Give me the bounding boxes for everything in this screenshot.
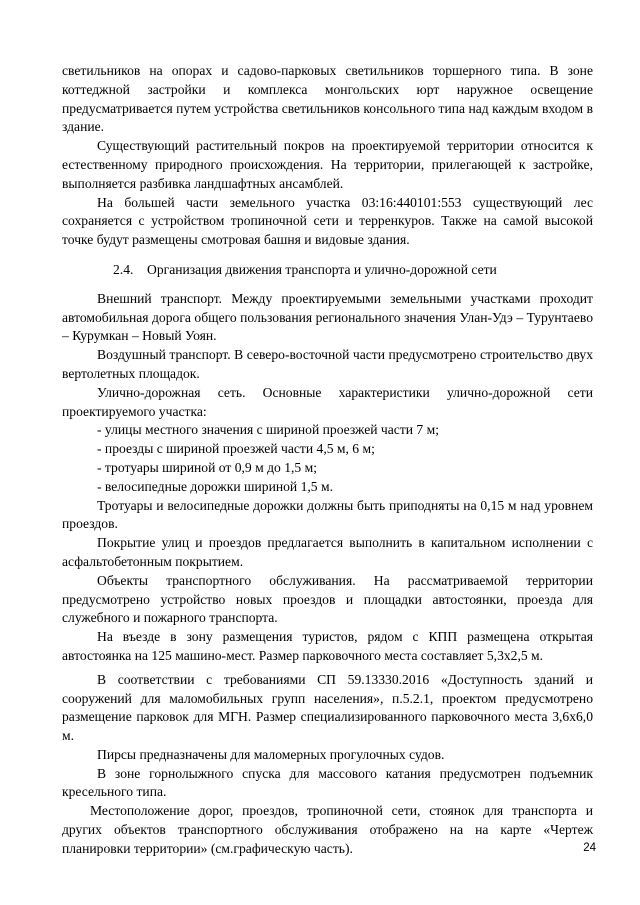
paragraph-map-reference: Местоположение дорог, проездов, тропиночной сети, стоянок для транспорта и других объектов транспортного обслуживания отображено на на карте «Чертеж планировки территории» (см.графическую часть). bbox=[62, 803, 593, 856]
paragraph-transport-service: Объекты транспортного обслуживания. На рассматриваемой территории предусмотрено устройство новых проездов и площадки автостоянки, проезда для служебного и пожарного транспорта. bbox=[62, 572, 593, 626]
paragraph-piers: Пирсы предназначены для маломерных прогулочных судов. bbox=[97, 746, 445, 762]
section-title: Организация движения транспорта и улично-дорожной сети bbox=[147, 261, 497, 277]
section-heading bbox=[62, 261, 593, 280]
paragraph-external-transport: Внешний транспорт. Между проектируемыми земельными участками проходит автомобильная дорога общего пользования регионального значения Улан-Удэ – Турунтаево – Курумкан – Новый Уоян. bbox=[62, 290, 593, 344]
document-body bbox=[62, 62, 593, 859]
paragraph-vegetation: Существующий растительный покров на проектируемой территории относится к естественному природного происхождения. На территории, прилегающей к застройке, выполняется разбивка ландшафтных ансамблей. bbox=[62, 138, 593, 191]
list-item: - проезды с шириной проезжей части 4,5 м, 6 м; bbox=[97, 441, 375, 457]
paragraph-lighting: светильников на опорах и садово-парковых светильников торшерного типа. В зоне коттеджной застройки и комплекса монгольских юрт наружное освещение предусматривается путем устройства светильников консольного типа над каждым входом в здание. bbox=[62, 63, 593, 135]
list-item: - тротуары шириной от 0,9 м до 1,5 м; bbox=[97, 459, 317, 475]
paragraph-sidewalks: Тротуары и велосипедные дорожки должны быть приподняты на 0,15 м над уровнем проездов. bbox=[62, 497, 593, 532]
paragraph-accessibility: В соответствии с требованиями СП 59.13330.2016 «Доступность зданий и сооружений для маломобильных групп населения», п.5.2.1, проектом предусмотрено размещение парковок для МГН. Размер специализированного парковочного места 3,6х6,0 м. bbox=[62, 671, 593, 744]
paragraph-pavement: Покрытие улиц и проездов предлагается выполнить в капитальном исполнении с асфальтобетонным покрытием. bbox=[62, 535, 593, 569]
section-number: 2.4. bbox=[113, 261, 134, 277]
paragraph-parking: На въезде в зону размещения туристов, рядом с КПП размещена открытая автостоянка на 125 машино-мест. Размер парковочного места составляет 5,3х2,5 м. bbox=[62, 629, 593, 663]
list-item: - велосипедные дорожки шириной 1,5 м. bbox=[97, 478, 333, 494]
paragraph-air-transport: Воздушный транспорт. В северо-восточной части предусмотрено строительство двух вертолетных площадок. bbox=[62, 347, 593, 381]
paragraph-ski-lift: В зоне горнолыжного спуска для массового катания предусмотрен подъемник кресельного типа. bbox=[62, 765, 593, 800]
page-number: 24 bbox=[583, 842, 596, 854]
paragraph-forest: На большей части земельного участка 03:16:440101:553 существующий лес сохраняется с устройством тропиночной сети и терренкуров. Также на самой высокой точке будут размещены смотровая башня и видовые здания. bbox=[62, 194, 593, 248]
paragraph-road-network: Улично-дорожная сеть. Основные характеристики улично-дорожной сети проектируемого участка: bbox=[62, 384, 593, 419]
list-item: - улицы местного значения с шириной проезжей части 7 м; bbox=[97, 422, 440, 438]
